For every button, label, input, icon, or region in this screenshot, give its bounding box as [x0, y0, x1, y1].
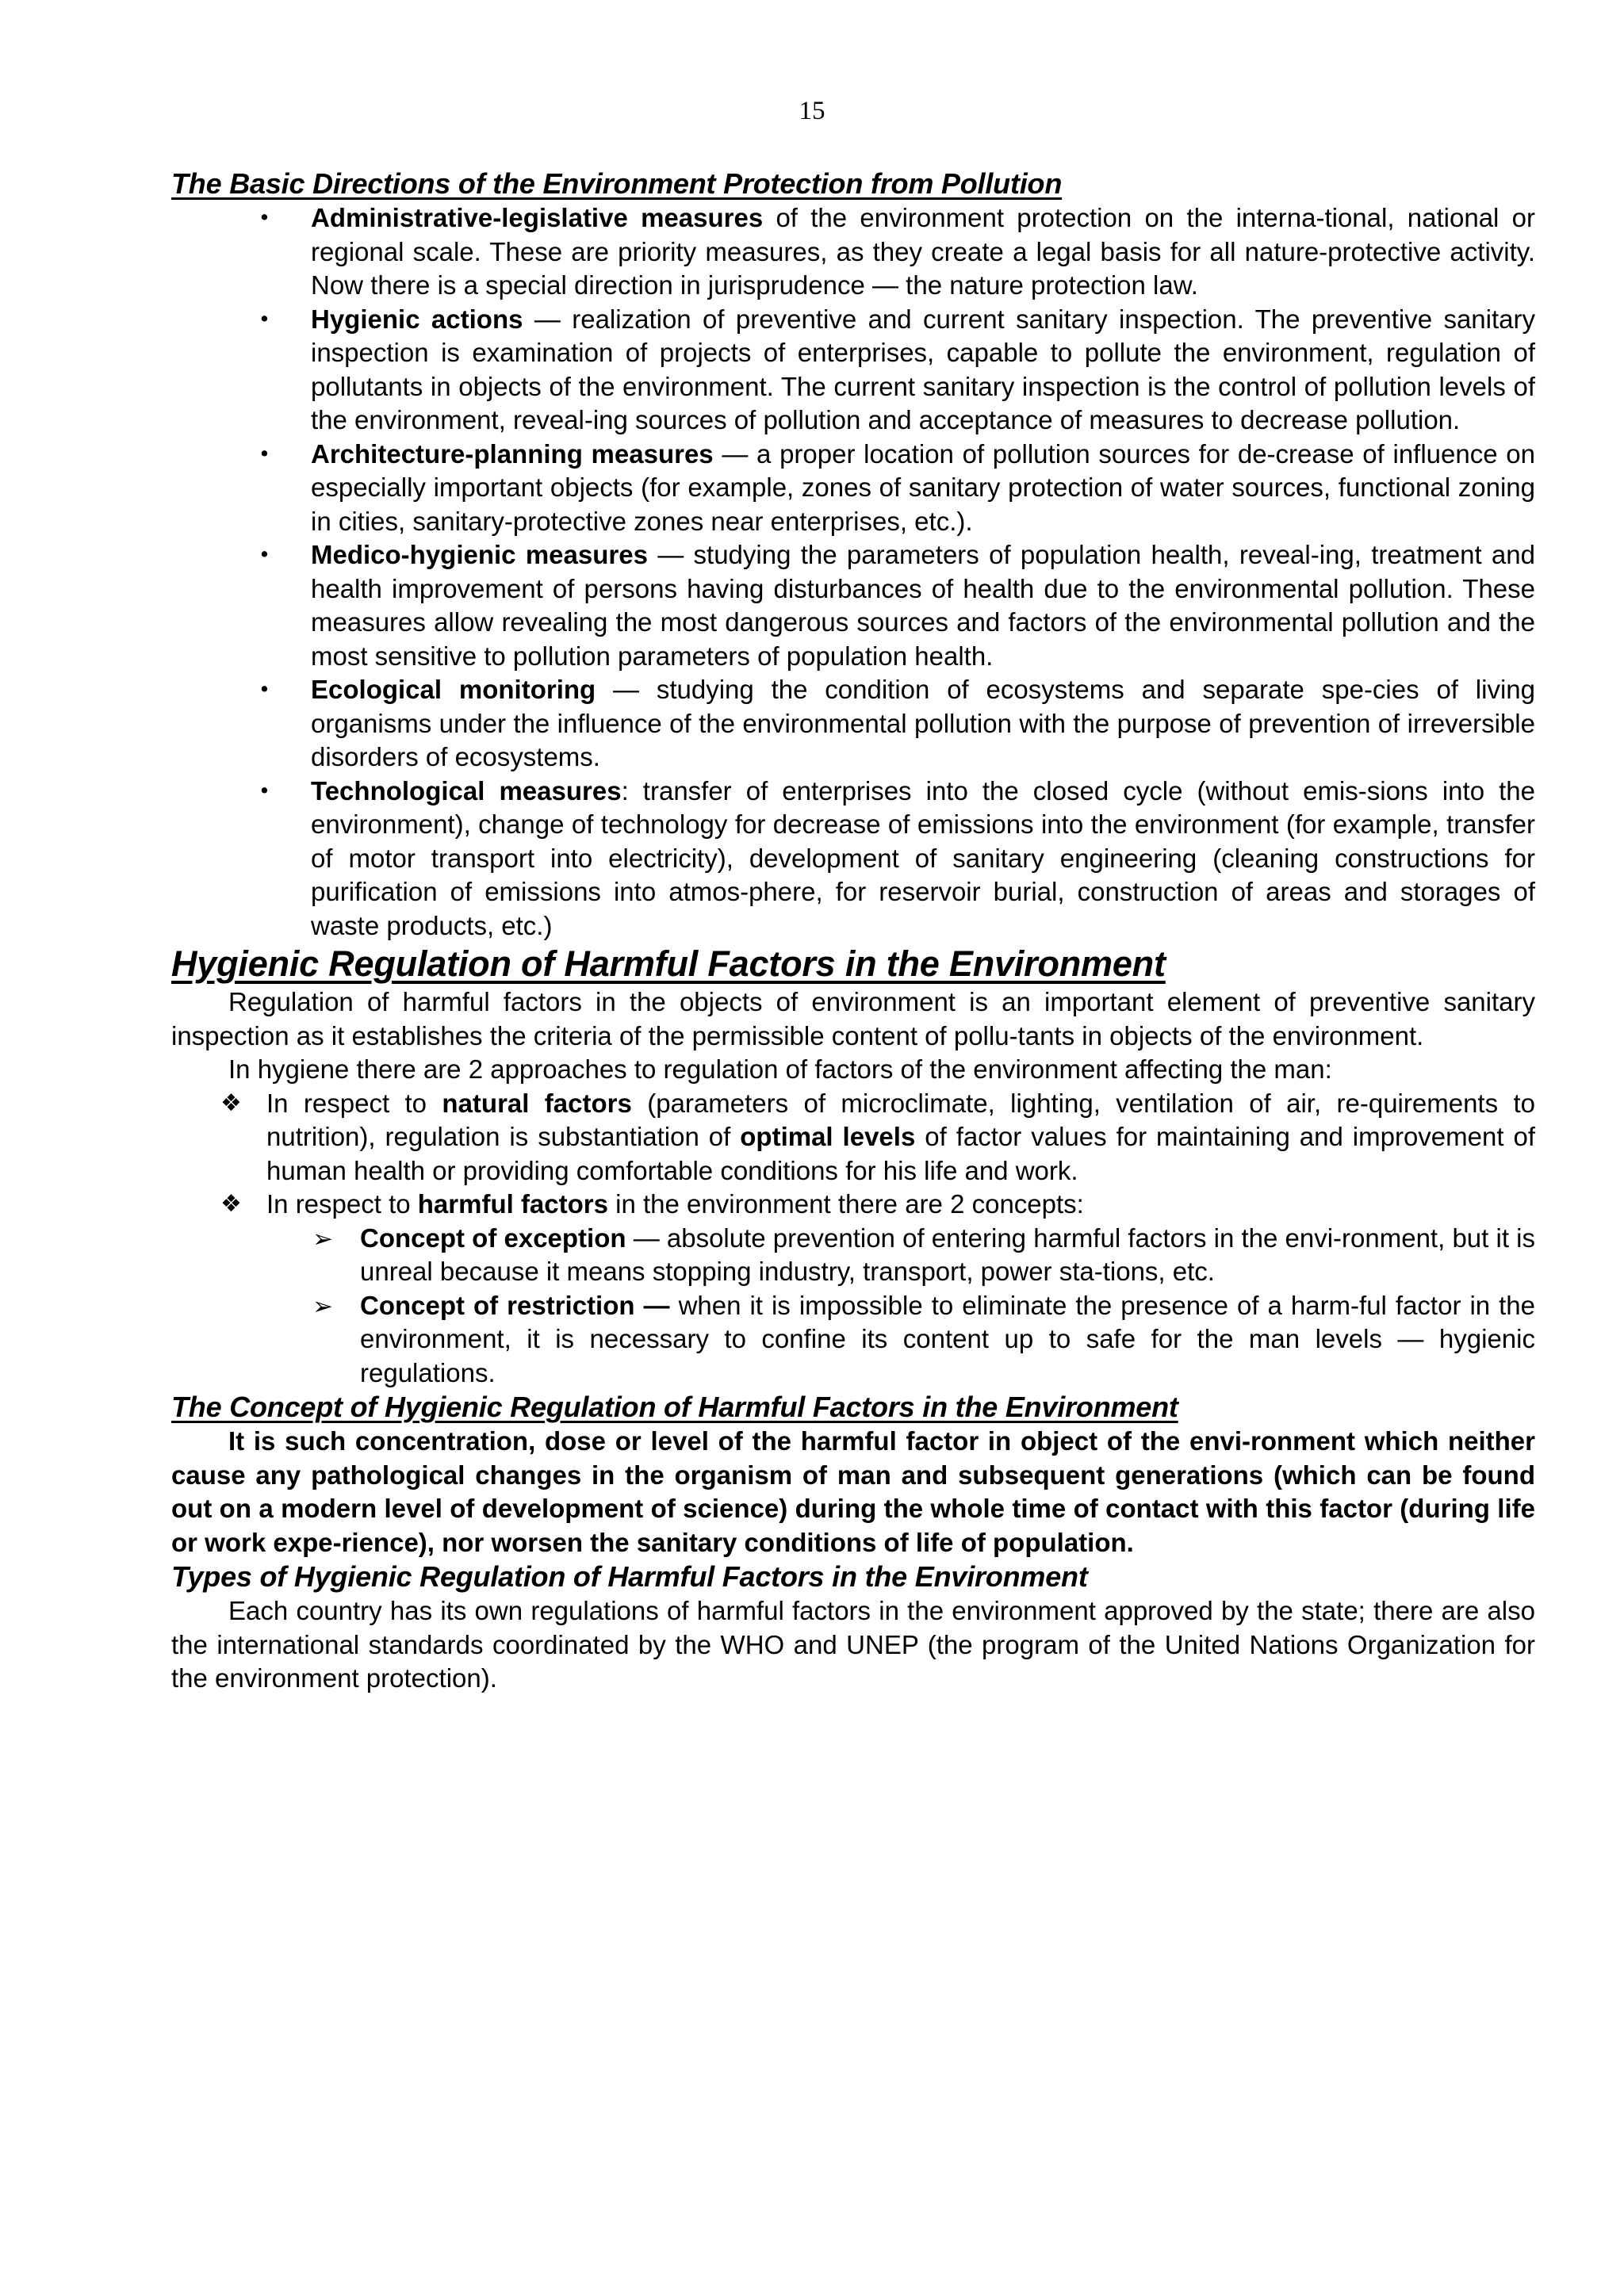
concept-text: — absolute prevention of entering harmful factors in the envi-ronment, but it is unreal because it means stopping industry, transport, power sta-tions, etc. [360, 1223, 1535, 1286]
paragraph-types-body: Each country has its own regulations of harmful factors in the environment approved by the state; there are also the international standards coordinated by the WHO and UNEP (the program of the United Nations Organization for the environment protection). [171, 1596, 1535, 1693]
basic-directions-bullet-list [171, 201, 1535, 943]
bullet-text: — realization of preventive and current sanitary inspection. The preventive sanitary inspection is examination of projects of enterprises, capable to pollute the environment, regulation of pollutants in objects of the environment. The current sanitary inspection is the control of pollution levels of the environment, reveal-ing sources of pollution and acceptance of measures to decrease pollution. [311, 304, 1535, 434]
list-item [171, 1087, 1535, 1188]
bullet-term: Technological measures [311, 775, 622, 806]
paragraph-two-approaches: In hygiene there are 2 approaches to regulation of factors of the environment affecting the man: [228, 1054, 1332, 1084]
bullet-term: Hygienic actions [311, 304, 523, 334]
list-item [171, 438, 1535, 539]
list-item [266, 1222, 1535, 1289]
concepts-list [266, 1222, 1535, 1391]
section-heading-concept-of-hygienic-regulation: The Concept of Hygienic Regulation of Harmful Factors in the Environment [171, 1391, 1178, 1423]
bullet-text: — a proper location of pollution sources for de-crease of influence on especially important objects (for example, zones of sanitary protection of water sources, functional zoning in cities, sanitary-protective zones near enterprises, etc.). [311, 438, 1535, 536]
item-term-primary: natural factors [442, 1088, 632, 1118]
list-item [171, 201, 1535, 303]
bullet-text: — studying the condition of ecosystems and separate spe-cies of living organisms under the influence of the environmental pollution with the purpose of prevention of irreversible disorders of ecosystems. [311, 675, 1535, 771]
bullet-term: Architecture-planning measures [311, 438, 714, 469]
section-heading-hygienic-regulation: Hygienic Regulation of Harmful Factors in the Environment [171, 943, 1166, 984]
paragraph-regulation-intro: Regulation of harmful factors in the objects of environment is an important element of preventive sanitary inspection as it establishes the criteria of the permissible content of pollu-tants in objects of the environment. [171, 987, 1535, 1050]
item-lead: In respect to [266, 1189, 418, 1219]
item-lead: In respect to [266, 1088, 442, 1118]
page-number: 15 [799, 97, 825, 125]
bullet-term: Medico-hygienic measures [311, 540, 648, 569]
bullet-text: of the environment protection on the interna-tional, national or regional scale. These are priority measures, as they create a legal basis for all nature-protective activity. Now there is a special direction in jurisprudence — the nature protection law. [311, 203, 1535, 300]
concepts-sublist-wrapper [266, 1222, 1535, 1391]
bullet-text: : transfer of enterprises into the closed cycle (without emis-sions into the environment), change of technology for decrease of emissions into the environment (for example, transfer of motor transport into electricity), development of sanitary engineering (cleaning constructions for purification of emissions into atmos-phere, for reservoir burial, construction of areas and storages of waste products, etc.) [311, 775, 1535, 940]
list-item [266, 1289, 1535, 1391]
list-item [171, 1188, 1535, 1390]
concept-term: Concept of restriction — [360, 1290, 670, 1320]
item-tail: of factor values for maintaining and improvement of human health or providing comfortable conditions for his life and work. [266, 1122, 1535, 1185]
item-mid: in the environment there are 2 concepts: [607, 1189, 1084, 1219]
bullet-term: Administrative-legislative measures [311, 203, 764, 232]
concept-term: Concept of exception [360, 1223, 626, 1253]
item-term-primary: harmful factors [417, 1189, 608, 1219]
concept-text: when it is impossible to eliminate the presence of a harm-ful factor in the environment, it is necessary to confine its content up to safe for the man levels — hygienic regulations. [360, 1290, 1536, 1387]
section-heading-basic-directions: The Basic Directions of the Environment Protection from Pollution [171, 167, 1063, 200]
list-item [171, 538, 1535, 673]
bullet-term: Ecological monitoring [311, 675, 596, 704]
list-item [171, 673, 1535, 775]
page-content [171, 166, 1535, 1696]
item-term-secondary: optimal levels [740, 1122, 916, 1151]
paragraph-concept-definition: It is such concentration, dose or level of the harmful factor in object of the envi-ronment which neither cause any pathological changes in the organism of man and subsequent generations (which can be found out on a modern level of development of science) during the whole time of contact with this factor (during life or work expe-rience), nor worsen the sanitary conditions of life of population. [171, 1426, 1535, 1557]
item-mid: (parameters of microclimate, lighting, ventilation of air, re-quirements to nutrition), regulation is substantiation of [266, 1088, 1535, 1151]
list-item [171, 303, 1535, 438]
bullet-text: — studying the parameters of population health, reveal-ing, treatment and health improvement of persons having disturbances of health due to the environmental pollution. These measures allow revealing the most dangerous sources and factors of the environmental pollution and the most sensitive to pollution parameters of population health. [311, 540, 1535, 671]
section-heading-types-of-hygienic-regulation: Types of Hygienic Regulation of Harmful Factors in the Environment [171, 1560, 1088, 1593]
list-item [171, 775, 1535, 943]
approaches-list [171, 1087, 1535, 1391]
